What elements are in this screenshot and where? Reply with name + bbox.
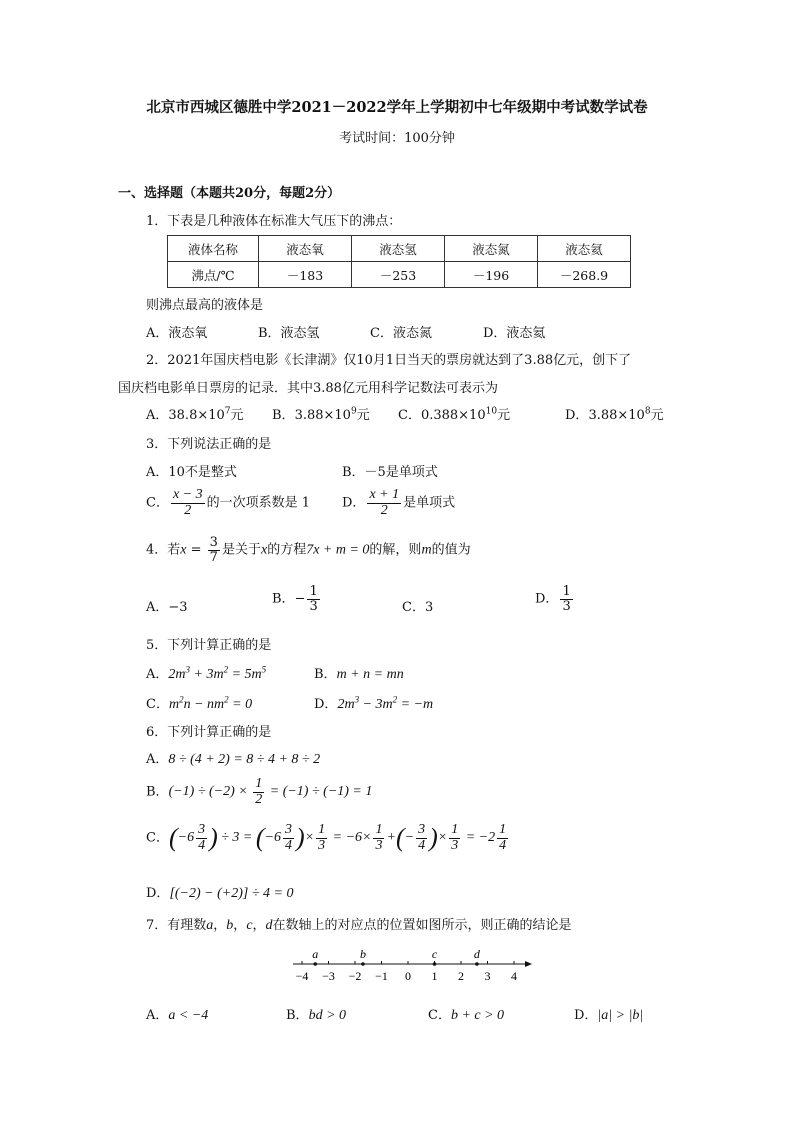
q2-stem-line2: 国庆档电影单日票房的记录．其中3.88亿元用科学记数法可表示为	[118, 381, 498, 396]
q4-stem	[146, 536, 471, 564]
denominator: 2	[184, 502, 192, 518]
denominator: 2	[380, 502, 388, 518]
q5-option-d	[314, 693, 433, 713]
math-expression: bd > 0	[308, 1008, 347, 1023]
exam-time: 考试时间：100分钟	[339, 131, 455, 146]
q6-option-a	[146, 748, 320, 768]
option-label: A．	[146, 752, 169, 767]
option-label: C．	[146, 697, 169, 712]
q7-stem: 7．有理数a，b，c，d在数轴上的对应点的位置如图所示，则正确的结论是	[146, 918, 572, 933]
denominator: 3	[309, 598, 318, 614]
table-header-row	[168, 236, 631, 262]
exponent: 10	[485, 406, 498, 417]
q4-option-b	[272, 585, 322, 613]
table-cell: －196	[445, 262, 538, 288]
tick-label: 1	[431, 969, 438, 983]
table-cell: 液体名称	[168, 236, 259, 262]
point-label: b	[359, 947, 366, 961]
q1-option-d: D．液态氦	[483, 326, 546, 341]
option-label: B．	[146, 784, 169, 800]
q1-ask: 则沸点最高的液体是	[146, 298, 264, 313]
point-label: d	[473, 947, 480, 961]
option-label: B．	[286, 1008, 309, 1023]
math-expression: 8 ÷ (4 + 2) = 8 ÷ 4 + 8 ÷ 2	[168, 752, 321, 767]
option-label: A．	[146, 1008, 169, 1023]
option-label: B．	[314, 667, 337, 682]
option-text: 的一次项系数是 1	[206, 495, 311, 511]
q7-option-a	[146, 1004, 208, 1024]
math-expression: [(−2) − (+2)] ÷ 4 = 0	[169, 886, 294, 901]
math-expression: 3.88×10	[588, 408, 645, 423]
option-text: 3	[424, 600, 434, 615]
point-b	[361, 962, 365, 966]
math-expression: (−6 $\frac{3}{4}$ ) ÷ 3 = (−6 $\frac{3}{4}$ )× $\frac{1}{3}$ = −6× $\frac{1}{3}$ +(− $\frac{3}{4}$ )× $\frac{1}{3}$ = −2 $\frac{1}{4}$	[168, 822, 507, 853]
math-expression: 38.8×10	[168, 408, 225, 423]
q4-option-d	[535, 585, 575, 613]
math-expression: m + n = mn	[336, 667, 404, 682]
math-expression: |a| > |b|	[597, 1008, 644, 1023]
fraction	[560, 585, 572, 613]
number-line-figure	[285, 946, 535, 988]
arrow-icon	[525, 961, 532, 967]
table-cell: 液态氧	[259, 236, 352, 262]
math-expression: $m^2n - nm^2 = 0$	[168, 694, 253, 712]
q1-option-c: C．液态氮	[370, 326, 432, 341]
sign: −	[294, 591, 306, 607]
tick-label: 2	[458, 969, 464, 983]
text: 的解，则	[369, 542, 422, 558]
numerator: 3	[209, 535, 218, 550]
option-label: B．	[272, 591, 295, 607]
math-expression: 3.88×10	[294, 408, 351, 423]
table-cell: －268.9	[538, 262, 631, 288]
tick-label: −3	[322, 969, 335, 983]
q6-option-d	[146, 882, 293, 902]
option-text: 是单项式	[403, 495, 456, 511]
q2-stem-line1: 2．2021年国庆档电影《长津湖》仅10月1日当天的票房就达到了3.88亿元，创下了	[146, 353, 632, 368]
variable: a	[206, 918, 214, 933]
table-cell: －253	[352, 262, 445, 288]
q1-stem: 1．下表是几种液体在标准大气压下的沸点：	[146, 214, 402, 229]
option-label: D．	[146, 886, 170, 901]
variable: b	[226, 918, 234, 933]
boiling-point-table	[167, 235, 631, 288]
variable: c	[246, 918, 253, 933]
tick-label: −4	[295, 969, 309, 983]
point-label: c	[431, 947, 438, 961]
text: 的值为	[431, 542, 471, 558]
table-cell: 沸点/℃	[168, 262, 259, 288]
fraction	[208, 536, 220, 564]
exponent: 9	[350, 406, 357, 417]
exponent: 8	[644, 406, 651, 417]
option-label: A．	[146, 667, 169, 682]
q6-stem: 6．下列计算正确的是	[146, 725, 272, 740]
unit: 元	[356, 408, 370, 423]
option-label: C．	[146, 495, 169, 511]
numerator: x − 3	[172, 487, 203, 502]
option-label: A．	[146, 408, 169, 423]
unit: 元	[230, 408, 244, 423]
numerator: 1	[309, 584, 318, 599]
exponent: 7	[224, 406, 231, 417]
option-label: C．	[146, 830, 169, 846]
fraction: $\frac{1}{2}$	[255, 776, 263, 807]
q7-option-b	[286, 1004, 346, 1024]
table-cell: 液态氮	[445, 236, 538, 262]
equation: 7x + m = 0	[306, 542, 370, 558]
option-label: D．	[535, 591, 559, 607]
q5-stem: 5．下列计算正确的是	[146, 638, 272, 653]
q5-option-a	[146, 663, 266, 683]
table-cell: 液态氢	[352, 236, 445, 262]
q6-option-c	[146, 823, 510, 853]
point-d	[475, 962, 479, 966]
q3-stem: 3．下列说法正确的是	[146, 437, 272, 452]
q5-option-b	[314, 663, 404, 683]
q7-option-c	[428, 1004, 504, 1024]
text: 在数轴上的对应点的位置如图所示，则正确的结论是	[272, 918, 572, 933]
unit: 元	[650, 408, 664, 423]
math-expression: b + c > 0	[450, 1008, 505, 1023]
q2-option-b	[272, 404, 370, 423]
option-text: −3	[168, 600, 188, 615]
tick-label: 0	[405, 969, 411, 983]
q2-option-d	[565, 404, 664, 423]
point-label: a	[312, 947, 319, 961]
math-expression: 0.388×10	[420, 408, 486, 423]
option-label: C．	[428, 1008, 451, 1023]
table-cell: －183	[259, 262, 352, 288]
variable: m	[421, 542, 432, 558]
q6-option-b	[146, 777, 372, 807]
tick-label: −1	[375, 969, 388, 983]
option-label: C．	[398, 408, 421, 423]
q1-option-a: A．液态氧	[146, 326, 208, 341]
q2-option-a	[146, 404, 244, 423]
fraction	[307, 585, 319, 613]
option-label: D．	[574, 1008, 598, 1023]
option-label: C．	[402, 600, 425, 615]
option-label: B．	[272, 408, 295, 423]
page-title: 北京市西城区德胜中学2021－2022学年上学期初中七年级期中考试数学试卷	[146, 99, 648, 116]
text: =	[186, 542, 206, 558]
q7-option-d	[574, 1004, 643, 1024]
q4-option-a	[146, 596, 188, 615]
section-heading: 一、选择题（本题共20分，每题2分）	[118, 186, 341, 201]
denominator: 3	[562, 598, 571, 614]
q5-option-c	[146, 693, 252, 713]
text: 是关于	[221, 542, 261, 558]
numerator: 1	[562, 584, 571, 599]
text: 4．若	[146, 542, 181, 558]
text: 的方程	[267, 542, 307, 558]
q3-option-c	[146, 488, 310, 518]
text: 7．有理数	[146, 918, 207, 933]
tick-label: −2	[348, 969, 362, 983]
option-label: D．	[314, 697, 338, 712]
q3-option-d	[342, 488, 455, 518]
q4-option-c	[402, 596, 433, 615]
math-expression: a < −4	[168, 1008, 209, 1023]
q3-option-a: A．10不是整式	[146, 465, 237, 480]
tick-label: 3	[484, 969, 491, 983]
table-cell: 液态氦	[538, 236, 631, 262]
option-label: D．	[565, 408, 589, 423]
math-expression: $2m^3 + 3m^2 = 5m^5$	[168, 664, 267, 682]
q1-option-b: B．液态氢	[258, 326, 320, 341]
unit: 元	[497, 408, 511, 423]
point-c	[433, 962, 437, 966]
q2-option-c	[398, 404, 510, 423]
option-label: D．	[342, 495, 366, 511]
math-expression: $2m^3 - 3m^2 = -m$	[337, 694, 434, 712]
point-a	[313, 962, 317, 966]
tick-label: 4	[511, 969, 517, 983]
variable: x	[180, 542, 187, 558]
math-expression: (−1) ÷ (−2) × $\frac{1}{2}$ = (−1) ÷ (−1) = 1	[168, 776, 373, 807]
option-label: A．	[146, 600, 169, 615]
denominator: 7	[209, 549, 218, 565]
table-row	[168, 262, 631, 288]
fraction	[367, 488, 401, 518]
variable: x	[260, 542, 268, 558]
numerator: x + 1	[369, 487, 400, 502]
q3-option-b: B．－5是单项式	[342, 465, 438, 480]
fraction	[171, 488, 205, 518]
variable: d	[265, 918, 273, 933]
